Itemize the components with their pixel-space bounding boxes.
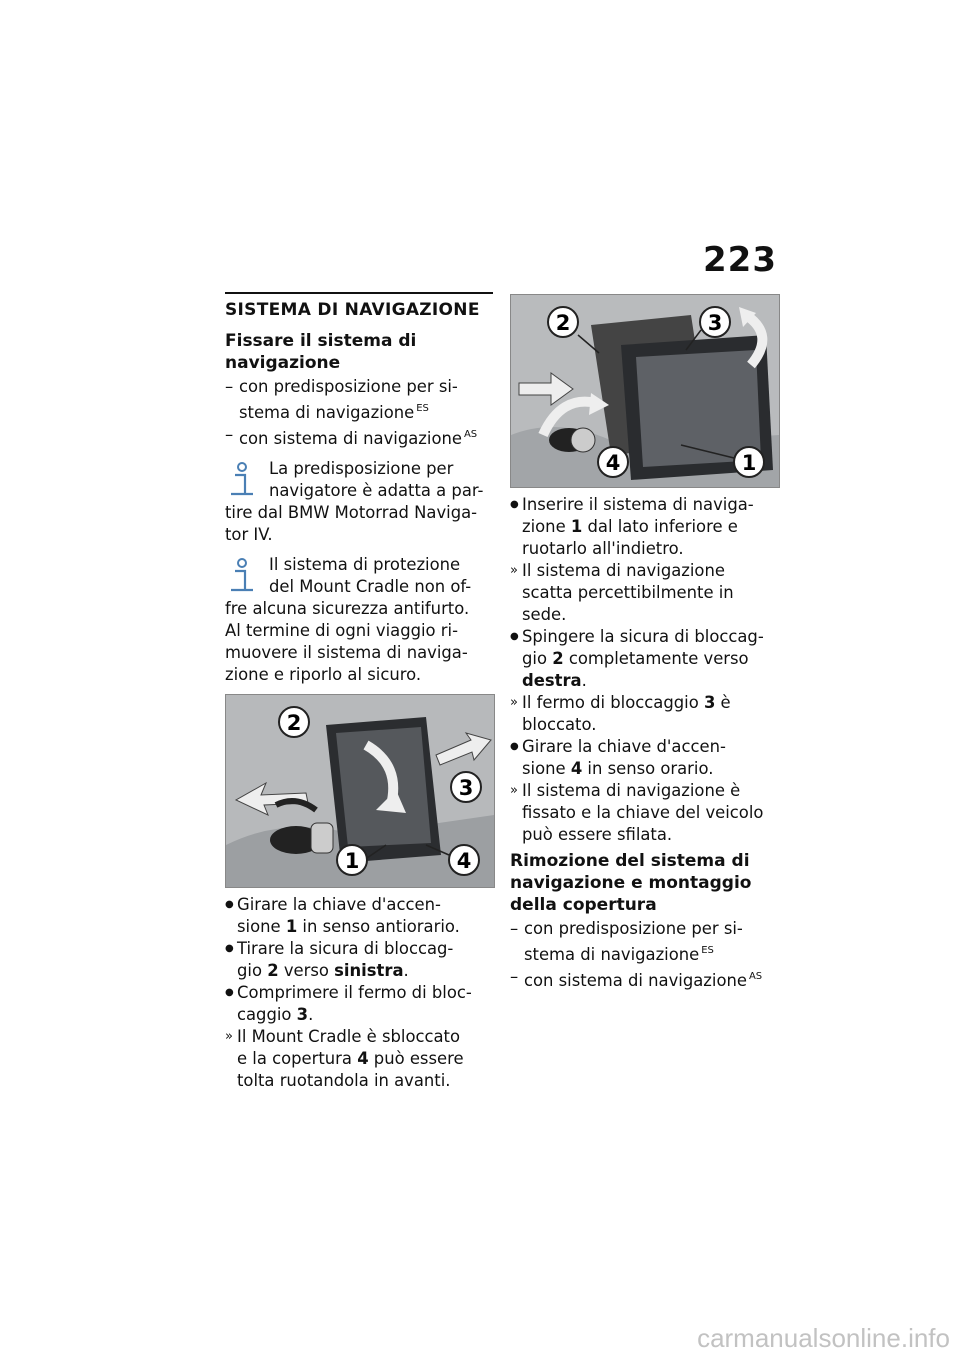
callout-1: 1	[741, 451, 757, 475]
result-navigator-fixed: » Il sistema di navigazione è fissato e la chiave del veicolo può essere sfilata.	[510, 781, 764, 844]
step-pull-lock-left: ● Tirare la sicura di bloccag- gio 2 verso sinistra.	[225, 939, 454, 980]
remove-requirement-as: – con sistema di navigazione $^{AS}$	[510, 967, 763, 990]
dash-mark: –	[510, 919, 519, 938]
remove-heading: Rimozione del sistema di navigazione e montaggio della copertura	[510, 851, 752, 915]
result-mark: »	[510, 563, 518, 578]
section-title: SISTEMA DI NAVIGAZIONE	[225, 300, 480, 320]
page-number: 223	[703, 240, 777, 280]
callout-4: 4	[456, 849, 472, 873]
bullet-mark: ●	[510, 741, 519, 752]
result-mark: »	[510, 783, 518, 798]
bullet-mark: ●	[225, 943, 234, 954]
result-mark: »	[225, 1029, 233, 1044]
callout-4: 4	[605, 451, 621, 475]
info-note-antitheft: Il sistema di protezione del Mount Cradle non of- fre alcuna sicurezza antifurto. Al termine di ogni viaggio ri- muovere il sistema di naviga- zione e riporlo al sicuro.	[225, 555, 472, 684]
right-column	[510, 292, 778, 992]
watermark: carmanualsonline.info	[697, 1323, 950, 1353]
step-push-lock-right: ● Spingere la sicura di bloccag- gio 2 completamente verso destra.	[510, 627, 764, 690]
result-cradle-unlocked: » Il Mount Cradle è sbloccato e la copertura 4 può essere tolta ruotandola in avanti.	[225, 1027, 464, 1090]
sup-es: ES	[416, 403, 429, 414]
bullet-mark: ●	[225, 899, 234, 910]
result-catch-locked: » Il fermo di bloccaggio 3 è bloccato.	[510, 693, 731, 734]
fix-requirement-es: – con predisposizione per si- stema di navigazione $^{ES}$	[225, 377, 458, 422]
callout-2: 2	[286, 711, 302, 735]
step-insert-navigator: ● Inserire il sistema di naviga- zione 1 dal lato inferiore e ruotarlo all'indietro.	[510, 495, 754, 558]
callout-2: 2	[555, 311, 571, 335]
dash-mark: –	[225, 425, 234, 444]
callout-3: 3	[707, 311, 723, 335]
sup-as: AS	[463, 429, 478, 440]
callout-1: 1	[344, 849, 360, 873]
sup-es: ES	[701, 945, 714, 956]
step-turn-key-counterclockwise: ● Girare la chiave d'accen- sione 1 in senso antiorario.	[225, 895, 460, 936]
bullet-mark: ●	[510, 499, 519, 510]
info-icon	[225, 556, 259, 600]
fix-requirement-as: – con sistema di navigazione $^{AS}$	[225, 425, 478, 448]
section-rule	[225, 292, 493, 294]
info-icon	[225, 460, 259, 504]
step-turn-key-clockwise: ● Girare la chiave d'accen- sione 4 in senso orario.	[510, 737, 726, 778]
callout-3: 3	[458, 776, 474, 800]
remove-requirement-es: – con predisposizione per si- stema di navigazione $^{ES}$	[510, 919, 743, 964]
fix-heading: Fissare il sistema di navigazione	[225, 331, 417, 373]
figure-remove-cover	[225, 694, 495, 888]
info-note-compatibility: La predisposizione per navigatore è adatta a par- tire dal BMW Motorrad Naviga- tor IV.	[225, 459, 484, 544]
sup-as: AS	[748, 971, 763, 982]
step-press-catch: ● Comprimere il fermo di bloc- caggio 3.	[225, 983, 472, 1024]
result-navigator-snaps: » Il sistema di navigazione scatta percettibilmente in sede.	[510, 561, 734, 624]
left-column	[225, 292, 493, 1092]
bullet-mark: ●	[225, 987, 234, 998]
dash-mark: –	[225, 377, 234, 396]
figure-insert-navigator	[510, 294, 780, 488]
bullet-mark: ●	[510, 631, 519, 642]
result-mark: »	[510, 695, 518, 710]
dash-mark: –	[510, 967, 519, 986]
